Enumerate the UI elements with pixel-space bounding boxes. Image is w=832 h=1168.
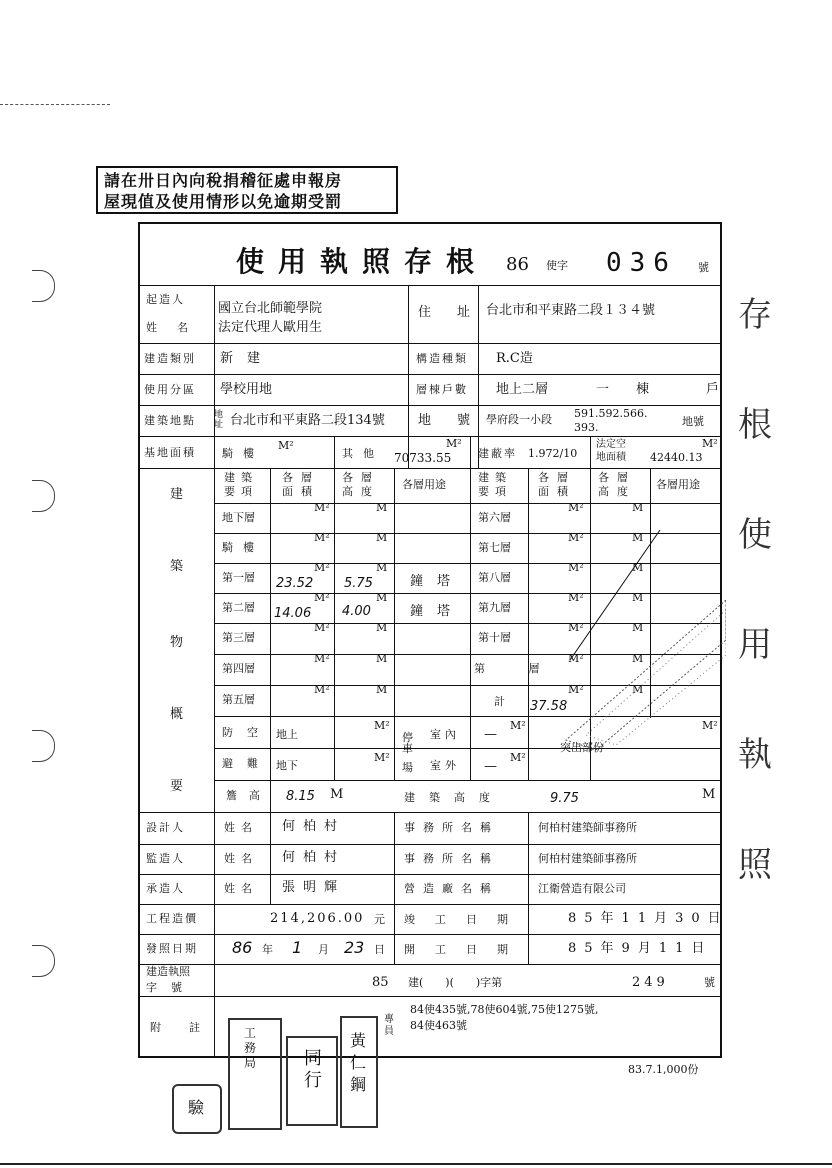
address-label: 住址 bbox=[418, 305, 497, 320]
area-unit: M² bbox=[314, 561, 330, 574]
lot-suffix: 地號 bbox=[682, 415, 704, 428]
stamp-text: 工務局 bbox=[244, 1026, 257, 1070]
stamp-text: 驗 bbox=[188, 1098, 205, 1117]
legal-value: 42440.13 bbox=[650, 451, 703, 464]
issue-month-unit: 月 bbox=[318, 943, 329, 956]
floor1-use: 鐘塔 bbox=[410, 574, 465, 589]
floor-label-right: 第 層 bbox=[474, 662, 560, 675]
protrude-unit: M² bbox=[702, 719, 718, 732]
area-unit: M² bbox=[568, 531, 584, 544]
official-stamp bbox=[286, 1036, 338, 1126]
header-area-2: 面積 bbox=[282, 485, 320, 498]
floors-dash: 一 bbox=[596, 382, 610, 397]
floor-label: 第三層 bbox=[222, 631, 255, 644]
arcade-label: 騎樓 bbox=[222, 447, 264, 460]
height-unit: M bbox=[376, 531, 388, 544]
contractor-company-label: 營造廠名稱 bbox=[404, 882, 499, 895]
header-height-right-2: 高度 bbox=[598, 485, 636, 498]
supervisor-office-label: 事務所名稱 bbox=[404, 852, 499, 865]
permit-label-2: 字號 bbox=[146, 981, 196, 994]
eave-unit: M bbox=[330, 787, 344, 802]
issue-day: 23 bbox=[344, 938, 365, 957]
shelter-below-unit: M² bbox=[374, 751, 390, 764]
stamp-text: 同行 bbox=[304, 1048, 322, 1091]
floor-label-right: 第十層 bbox=[478, 631, 511, 644]
stamp-text: 黃仁鋼 bbox=[350, 1031, 367, 1094]
overview-side-label: 築 bbox=[170, 559, 184, 574]
floor-label: 騎樓 bbox=[222, 541, 264, 554]
floor-label: 第五層 bbox=[222, 693, 255, 706]
floor-label-right: 計 bbox=[494, 695, 505, 708]
shelter-above-unit: M² bbox=[374, 719, 390, 732]
supervisor-label: 監造人 bbox=[146, 852, 185, 865]
cost-unit: 元 bbox=[374, 913, 385, 926]
floor-label: 第四層 bbox=[222, 662, 255, 675]
form-title: 使用執照存根 bbox=[236, 245, 489, 278]
height-unit: M bbox=[376, 561, 388, 574]
floor1-area: 23.52 bbox=[276, 576, 314, 591]
bottom-seal bbox=[172, 1084, 222, 1134]
evacuation-label: 避難 bbox=[222, 757, 272, 770]
parking-outdoor: 室外 bbox=[430, 759, 460, 772]
eave-value: 8.15 bbox=[286, 789, 315, 804]
floors-hu: 戶 bbox=[706, 382, 720, 397]
zoning-label: 使用分區 bbox=[144, 383, 196, 396]
builder-name-label: 姓名 bbox=[146, 321, 208, 334]
floors-unit: 棟 bbox=[636, 382, 650, 397]
structure-label: 構造種類 bbox=[416, 352, 468, 365]
parking-indoor-dash: — bbox=[484, 727, 497, 742]
completion-date: 85年11月30日 bbox=[568, 911, 729, 926]
punch-hole bbox=[32, 945, 55, 977]
shelter-above: 地上 bbox=[276, 728, 298, 741]
height-unit: M bbox=[376, 683, 388, 696]
designer-label: 設計人 bbox=[146, 821, 185, 834]
floor2-height: 4.00 bbox=[342, 604, 371, 619]
header-area-right-2: 面積 bbox=[538, 485, 576, 498]
designer-name: 何柏村 bbox=[282, 819, 346, 834]
category-value: 新建 bbox=[220, 351, 275, 366]
header-item-right-2: 要項 bbox=[478, 485, 512, 498]
legal-unit: M² bbox=[702, 437, 718, 450]
parking-outdoor-unit: M² bbox=[510, 751, 526, 764]
punch-hole bbox=[32, 480, 55, 512]
area-unit: M² bbox=[314, 501, 330, 514]
header-height-2: 高度 bbox=[342, 485, 380, 498]
margin-text: 存根使用執照 bbox=[738, 295, 772, 885]
overview-side-label: 物 bbox=[170, 635, 184, 650]
other-unit: M² bbox=[446, 437, 462, 450]
height-unit: M bbox=[376, 652, 388, 665]
coverage-value: 1.972/10 bbox=[528, 447, 578, 460]
header-height-right: 各層 bbox=[598, 471, 636, 484]
license-year: 86 bbox=[506, 254, 529, 275]
header-area: 各層 bbox=[282, 471, 320, 484]
designer-name-label: 姓名 bbox=[224, 821, 258, 834]
header-item-2: 要項 bbox=[224, 485, 258, 498]
official-stamp bbox=[228, 1018, 282, 1130]
floor2-use: 鐘塔 bbox=[410, 604, 465, 619]
permit-suffix: 號 bbox=[704, 976, 715, 989]
area-unit: M² bbox=[314, 591, 330, 604]
site-label: 建築地點 bbox=[144, 414, 196, 427]
floors-label: 層棟戶數 bbox=[416, 383, 468, 396]
header-height: 各層 bbox=[342, 471, 380, 484]
permit-label: 建造執照 bbox=[146, 965, 190, 978]
area-unit: M² bbox=[568, 652, 584, 665]
permit-number: 249 bbox=[632, 975, 669, 990]
lot-section: 學府段一小段 bbox=[486, 413, 552, 426]
floor-label: 地下層 bbox=[222, 511, 255, 524]
builder-representative: 法定代理人歐用生 bbox=[218, 320, 323, 335]
area-unit: M² bbox=[314, 652, 330, 665]
official-stamp bbox=[340, 1016, 378, 1128]
permit-text: 建( )( )字第 bbox=[408, 976, 503, 989]
issue-day-unit: 日 bbox=[374, 943, 385, 956]
notes-line-1: 84使435號,78使604號,75使1275號, bbox=[410, 1003, 599, 1016]
building-height-unit: M bbox=[702, 787, 716, 802]
builder-address: 台北市和平東路二段１３４號 bbox=[486, 303, 656, 318]
floor2-area: 14.06 bbox=[274, 606, 312, 621]
designer-office-label: 事務所名稱 bbox=[404, 821, 499, 834]
height-unit: M bbox=[632, 531, 644, 544]
category-label: 建造類別 bbox=[144, 352, 196, 365]
height-unit: M bbox=[632, 652, 644, 665]
parking-outdoor-dash: — bbox=[484, 759, 497, 774]
tax-notice bbox=[96, 166, 398, 214]
lot-numbers: 591.592.566. bbox=[574, 407, 648, 420]
building-height-label: 建築高度 bbox=[404, 791, 504, 804]
scan-artifact-line bbox=[0, 1163, 832, 1165]
area-unit: M² bbox=[568, 501, 584, 514]
form-footer: 83.7.1,000份 bbox=[628, 1063, 699, 1076]
floor-label-right: 第八層 bbox=[478, 571, 511, 584]
parking-indoor-unit: M² bbox=[510, 719, 526, 732]
supervisor-name: 何柏村 bbox=[282, 850, 346, 865]
punch-hole bbox=[32, 270, 55, 302]
license-number: 036 bbox=[606, 248, 677, 278]
area-unit: M² bbox=[568, 591, 584, 604]
legal-label-2: 地面積 bbox=[596, 452, 626, 463]
header-item: 建築 bbox=[224, 471, 258, 484]
cost-value: 214,206.00 bbox=[270, 911, 365, 926]
height-unit: M bbox=[376, 621, 388, 634]
notes-line-2: 84使463號 bbox=[410, 1019, 467, 1032]
height-unit: M bbox=[632, 561, 644, 574]
lot-label: 地號 bbox=[418, 413, 497, 428]
height-unit: M bbox=[632, 621, 644, 634]
punch-hole bbox=[32, 730, 55, 762]
tax-notice-line1: 請在卅日內向稅捐稽征處申報房 bbox=[104, 171, 343, 190]
license-type: 使字 bbox=[546, 259, 568, 272]
area-unit: M² bbox=[568, 561, 584, 574]
shelter-below: 地下 bbox=[276, 759, 298, 772]
lot-numbers-2: 393. bbox=[574, 421, 599, 434]
structure-value: R.C造 bbox=[496, 351, 533, 366]
contractor-company: 江衛營造有限公司 bbox=[538, 882, 626, 895]
legal-label-1: 法定空 bbox=[596, 439, 626, 450]
overview-side-label: 概 bbox=[170, 707, 184, 722]
height-unit: M bbox=[376, 501, 388, 514]
floor-label-right: 第九層 bbox=[478, 601, 511, 614]
height-unit: M bbox=[632, 683, 644, 696]
builder-label: 起造人 bbox=[146, 293, 185, 306]
other-label: 其他 bbox=[342, 447, 384, 460]
zoning-value: 學校用地 bbox=[220, 382, 273, 397]
tax-notice-line2: 屋現值及使用情形以免逾期受罰 bbox=[104, 192, 343, 211]
start-date-label: 開工日期 bbox=[404, 943, 528, 956]
contractor-name-label: 姓名 bbox=[224, 882, 258, 895]
scribble-mark bbox=[556, 600, 726, 750]
scan-artifact-line bbox=[0, 104, 110, 105]
issue-date-label: 發照日期 bbox=[146, 942, 198, 955]
height-unit: M bbox=[632, 501, 644, 514]
building-height-value: 9.75 bbox=[550, 791, 579, 806]
other-value: 70733.55 bbox=[394, 451, 452, 465]
cost-label: 工程造價 bbox=[146, 912, 198, 925]
parking-indoor: 室內 bbox=[430, 728, 460, 741]
site-sub-label: 地址 bbox=[214, 410, 224, 430]
header-item-right: 建築 bbox=[478, 471, 512, 484]
height-unit: M bbox=[376, 591, 388, 604]
shelter-label: 防空 bbox=[222, 726, 272, 739]
designer-office: 何柏村建築師事務所 bbox=[538, 821, 637, 834]
area-unit: M² bbox=[314, 621, 330, 634]
floor1-height: 5.75 bbox=[344, 576, 373, 591]
completion-label: 竣工日期 bbox=[404, 913, 528, 926]
header-use: 各層用途 bbox=[402, 478, 446, 491]
parking-label-2: 場 bbox=[402, 761, 413, 774]
overview-side-label: 要 bbox=[170, 779, 184, 794]
issue-year-unit: 年 bbox=[262, 943, 273, 956]
supervisor-name-label: 姓名 bbox=[224, 852, 258, 865]
permit-year: 85 bbox=[372, 975, 389, 990]
builder-name: 國立台北師範學院 bbox=[218, 301, 323, 316]
floor-label: 第一層 bbox=[222, 571, 255, 584]
header-use-right: 各層用途 bbox=[656, 478, 700, 491]
total-area: 37.58 bbox=[530, 699, 568, 714]
coverage-label: 建蔽率 bbox=[478, 447, 517, 460]
floor-label-right: 第六層 bbox=[478, 511, 511, 524]
header-area-right: 各層 bbox=[538, 471, 576, 484]
area-unit: M² bbox=[314, 531, 330, 544]
contractor-name: 張明輝 bbox=[282, 880, 346, 895]
issue-month: 1 bbox=[292, 938, 303, 957]
supervisor-office: 何柏村建築師事務所 bbox=[538, 852, 637, 865]
eave-label: 簷高 bbox=[226, 789, 272, 802]
notes-label: 附註 bbox=[150, 1021, 228, 1034]
site-address: 台北市和平東路二段134號 bbox=[230, 413, 385, 428]
area-unit: M² bbox=[314, 683, 330, 696]
area-unit: M² bbox=[568, 683, 584, 696]
height-unit: M bbox=[632, 591, 644, 604]
stamp-side-note: 專員 bbox=[384, 1014, 394, 1037]
parking-label: 停車 bbox=[402, 731, 413, 755]
floors-value: 地上二層 bbox=[496, 382, 549, 397]
issue-year: 86 bbox=[232, 938, 253, 957]
license-suffix: 號 bbox=[698, 261, 709, 274]
base-area-label: 基地面積 bbox=[144, 446, 196, 459]
floor-label-right: 第七層 bbox=[478, 541, 511, 554]
area-unit: M² bbox=[568, 621, 584, 634]
protrude-label: 突出部份 bbox=[560, 741, 604, 754]
overview-side-label: 建 bbox=[170, 487, 184, 502]
floor-label: 第二層 bbox=[222, 601, 255, 614]
start-date: 85年9月11日 bbox=[568, 941, 713, 956]
arcade-unit: M² bbox=[278, 439, 294, 452]
contractor-label: 承造人 bbox=[146, 882, 185, 895]
